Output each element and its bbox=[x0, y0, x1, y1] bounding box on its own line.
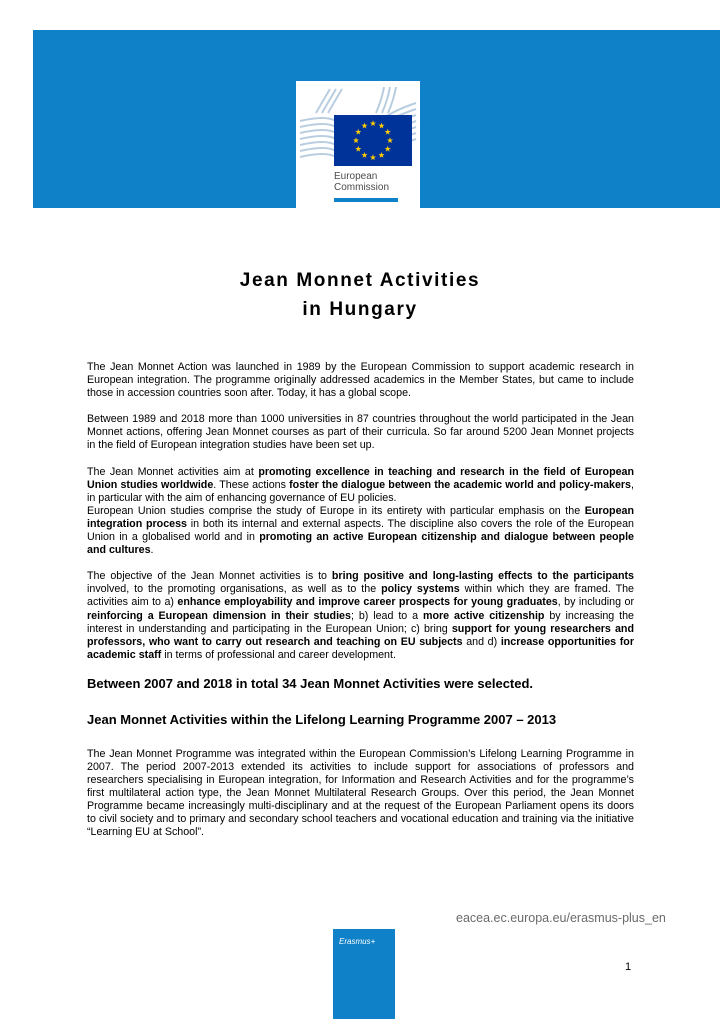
paragraph-lifelong-learning: The Jean Monnet Programme was integrated within the European Commission’s Lifelong Learning Programme in 2007. The period 2007-2013 extended its activities to include support for associations of professors and researchers specialising in European integration, for Information and Research Activities and for the programme’s first multilateral action type, the Jean Monnet Multilateral Research Groups. Over this period, the Jean Monnet Programme became increasingly multi-disciplinary and at the request of the European Parliament opens its doors to civil society and to primary and secondary school teachers and vocational education and training via the initiative “Learning EU at School”. bbox=[87, 747, 634, 839]
bold-text: increase opportunities for academic staff bbox=[87, 635, 634, 661]
bold-text: bring positive and long-lasting effects to the participants bbox=[331, 570, 635, 583]
bold-text: European integration process bbox=[87, 504, 634, 530]
bold-text: enhance employability and improve career prospects for young graduates bbox=[177, 596, 558, 609]
erasmus-plus-logo bbox=[333, 929, 395, 1019]
bold-text: promoting excellence in teaching and research in the field of European Union studies worldwide bbox=[87, 465, 635, 491]
logo-text bbox=[334, 171, 389, 193]
text: within which they are framed. The activities aim to a) bbox=[87, 583, 634, 609]
paragraph-participation: Between 1989 and 2018 more than 1000 universities in 87 countries throughout the world participated in the Jean Monnet actions, offering Jean Monnet courses as part of their curricula. So far around 5200 Jean Monnet projects in the field of European integration studies have been set up. bbox=[87, 413, 634, 452]
text: in both its internal and external aspects. The discipline also covers the role of the European Union in a globalised world and in bbox=[87, 517, 635, 544]
european-commission-logo bbox=[296, 81, 420, 209]
title-line-2: in Hungary bbox=[302, 299, 418, 320]
text: . These actions bbox=[213, 478, 290, 491]
page-number: 1 bbox=[625, 961, 632, 973]
paragraph-intro: The Jean Monnet Action was launched in 1989 by the European Commission to support academic research in European integration. The programme originally addressed academics in the Member States, but came to include those in accession countries soon after. Today, it has a global scope. bbox=[87, 361, 634, 400]
text: in terms of professional and career development. bbox=[161, 648, 396, 661]
text: . bbox=[150, 544, 154, 557]
bold-text: policy systems bbox=[381, 583, 460, 596]
text: involved, to the promoting organisations, as well as to the bbox=[87, 583, 382, 596]
text: by increasing the interest in understanding and participating in the European Union; c) bring bbox=[87, 609, 635, 635]
document-body bbox=[87, 361, 634, 853]
bold-text: support for young researchers and professors, who want to carry out research and teaching on EU subjects bbox=[87, 622, 634, 648]
logo-line-1: European bbox=[334, 171, 378, 182]
text: The Jean Monnet activities aim at bbox=[87, 465, 259, 478]
text: and d) bbox=[462, 635, 501, 648]
heading-total-selected: Between 2007 and 2018 in total 34 Jean Monnet Activities were selected. bbox=[87, 675, 534, 691]
bold-text: promoting an active European citizenship and dialogue between people and cultures bbox=[87, 531, 634, 557]
bold-text: reinforcing a European dimension in their studies bbox=[87, 609, 351, 622]
paragraph-aims bbox=[87, 466, 634, 505]
erasmus-label: Erasmus+ bbox=[339, 937, 376, 946]
heading-lifelong-learning: Jean Monnet Activities within the Lifelong Learning Programme 2007 – 2013 bbox=[87, 711, 557, 727]
text: European Union studies comprise the study of Europe in its entirety with particular emphasis on the bbox=[87, 504, 585, 517]
title-line-1: Jean Monnet Activities bbox=[239, 270, 481, 291]
bold-text: foster the dialogue between the academic world and policy-makers bbox=[289, 478, 632, 491]
paragraph-objective bbox=[87, 570, 634, 662]
text: , by including or bbox=[557, 596, 635, 609]
paragraph-eu-studies bbox=[87, 505, 634, 557]
text: ; b) lead to a bbox=[350, 609, 423, 622]
page-title bbox=[0, 266, 720, 324]
footer-url: eacea.ec.europa.eu/erasmus-plus_en bbox=[456, 911, 666, 925]
logo-line-2: Commission bbox=[334, 182, 390, 193]
bold-text: more active citizenship bbox=[422, 609, 545, 622]
text: The objective of the Jean Monnet activities is to bbox=[87, 570, 332, 583]
text: , in particular with the aim of enhancing governance of EU policies. bbox=[87, 478, 634, 504]
